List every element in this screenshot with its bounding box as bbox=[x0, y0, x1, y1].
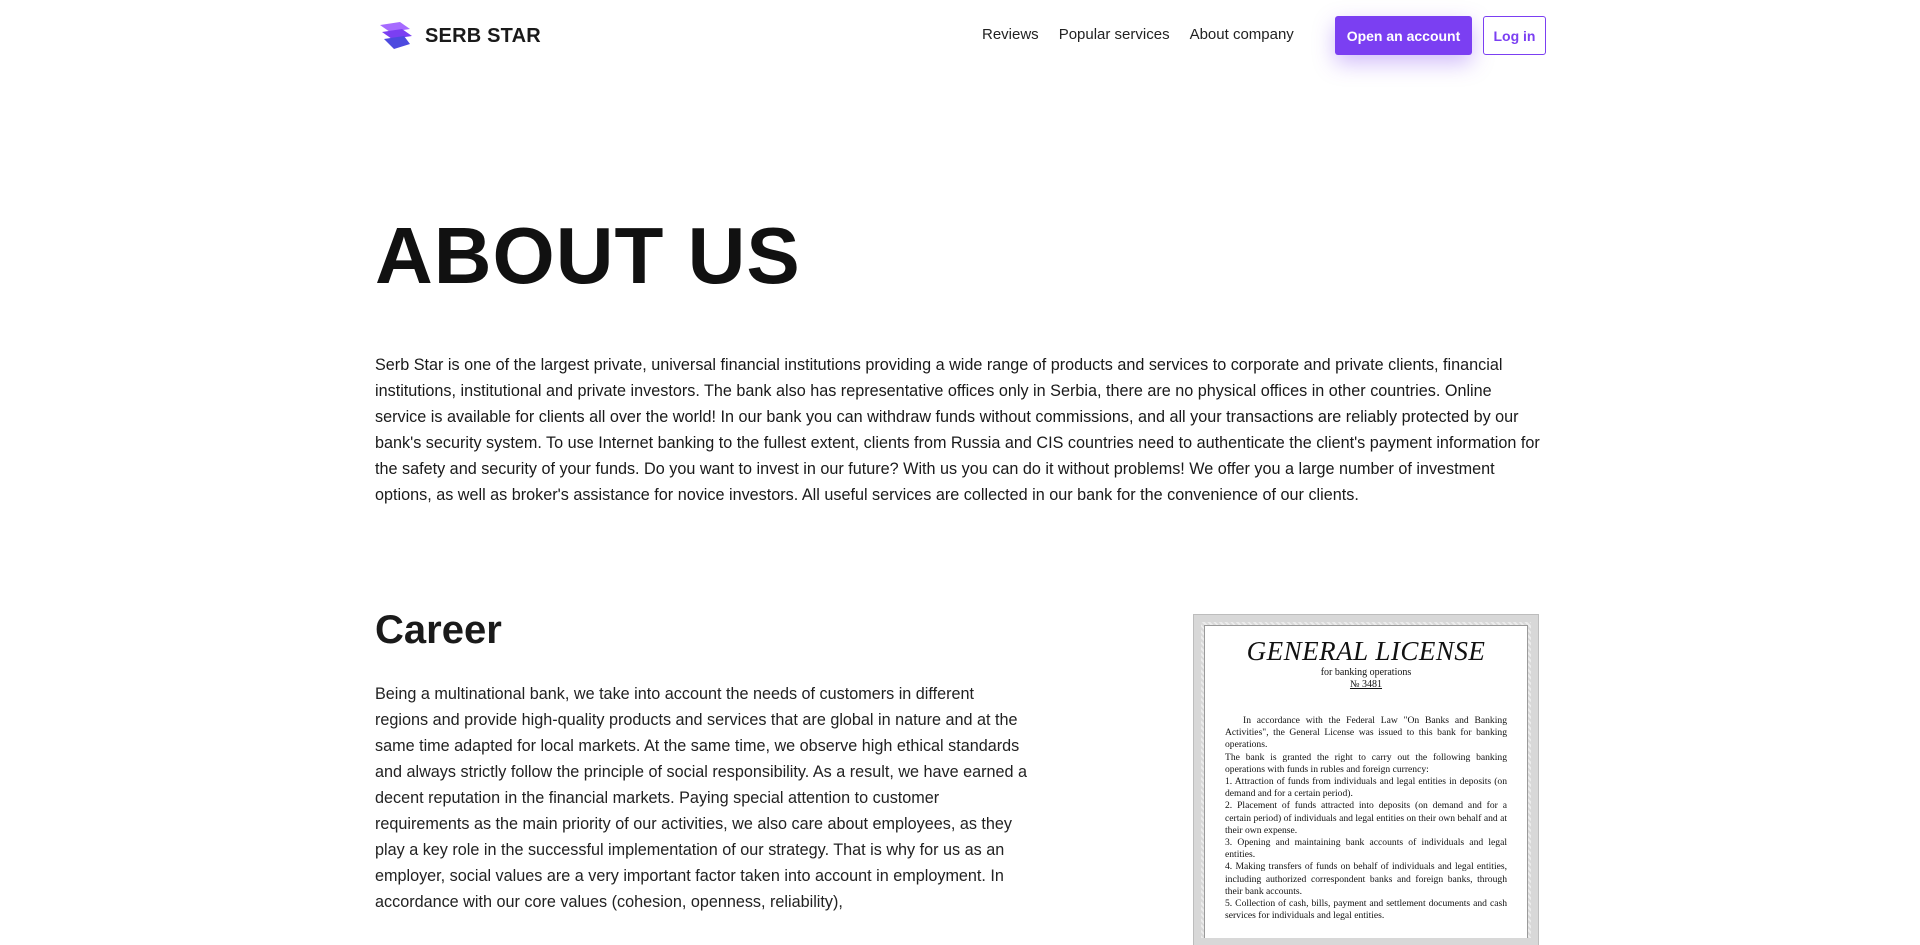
license-item: 5. Collection of cash, bills, payment and settlement documents and cash services for individuals and legal entities. bbox=[1225, 898, 1507, 922]
stack-logo-icon bbox=[378, 21, 413, 51]
site-header bbox=[0, 0, 1920, 70]
login-button[interactable]: Log in bbox=[1483, 16, 1546, 55]
nav-about-company[interactable]: About company bbox=[1189, 26, 1294, 43]
page-title: ABOUT US bbox=[375, 211, 801, 300]
about-paragraph: Serb Star is one of the largest private, universal financial institutions providing a wide range of products and services to corporate and private clients, financial institutions, institutional and private investors. The bank also has representative offices only in Serbia, there are no physical offices in other countries. Online service is available for clients all over the world! In our bank you can withdraw funds without commissions, and all your transactions are reliably protected by our bank's security system. To use Internet banking to the fullest extent, clients from Russia and CIS countries need to authenticate the client's payment information for the safety and security of your funds. Do you want to invest in our future? With us you can do it without problems! We offer you a large number of investment options, as well as broker's assistance for novice investors. All useful services are collected in our bank for the convenience of our clients. bbox=[375, 356, 1540, 504]
license-item: 4. Making transfers of funds on behalf of individuals and legal entities, including authorized correspondent banks and foreign banks, through their bank accounts. bbox=[1225, 861, 1507, 897]
license-number: № 3481 bbox=[1349, 679, 1383, 690]
license-granted: The bank is granted the right to carry out the following banking operations with funds in rubles and foreign currency: bbox=[1225, 751, 1507, 775]
license-document bbox=[1204, 625, 1528, 945]
career-paragraph: Being a multinational bank, we take into account the needs of customers in different regions and provide high-quality products and services that are global in nature and at the same time adapted for local markets. At the same time, we observe high ethical standards and always strictly follow the principle of social responsibility. As a result, we have earned a decent reputation in the financial markets. Paying special attention to customer requirements as the main priority of our activities, we also care about employees, as they play a key role in the successful implementation of our strategy. That is why for us as an employer, social values are a very important factor taken into account in employment. In accordance with our core values (cohesion, openness, reliability), bbox=[375, 685, 1028, 911]
license-intro: In accordance with the Federal Law "On Banks and Banking Activities", the General License was issued to this bank for banking operations. bbox=[1225, 715, 1507, 751]
brand-name: SERB STAR bbox=[425, 24, 541, 47]
career-heading: Career bbox=[375, 608, 502, 652]
general-license-image bbox=[1194, 615, 1538, 945]
license-item: 3. Opening and maintaining bank accounts of individuals and legal entities. bbox=[1225, 837, 1507, 861]
open-account-button[interactable]: Open an account bbox=[1335, 16, 1472, 55]
nav-reviews[interactable]: Reviews bbox=[982, 26, 1039, 43]
license-item: 2. Placement of funds attracted into deposits (on demand and for a certain period) of individuals and legal entities on their own behalf and at their own expense. bbox=[1225, 800, 1507, 836]
brand-logo[interactable] bbox=[378, 20, 541, 52]
license-body bbox=[1225, 715, 1507, 922]
nav-popular-services[interactable]: Popular services bbox=[1058, 26, 1170, 43]
main-nav bbox=[982, 26, 1294, 43]
license-subtitle: for banking operations bbox=[1320, 667, 1412, 678]
license-item: 1. Attraction of funds from individuals and legal entities in deposits (on demand and for a certain period). bbox=[1225, 776, 1507, 800]
license-title: GENERAL LICENSE bbox=[1246, 636, 1486, 666]
